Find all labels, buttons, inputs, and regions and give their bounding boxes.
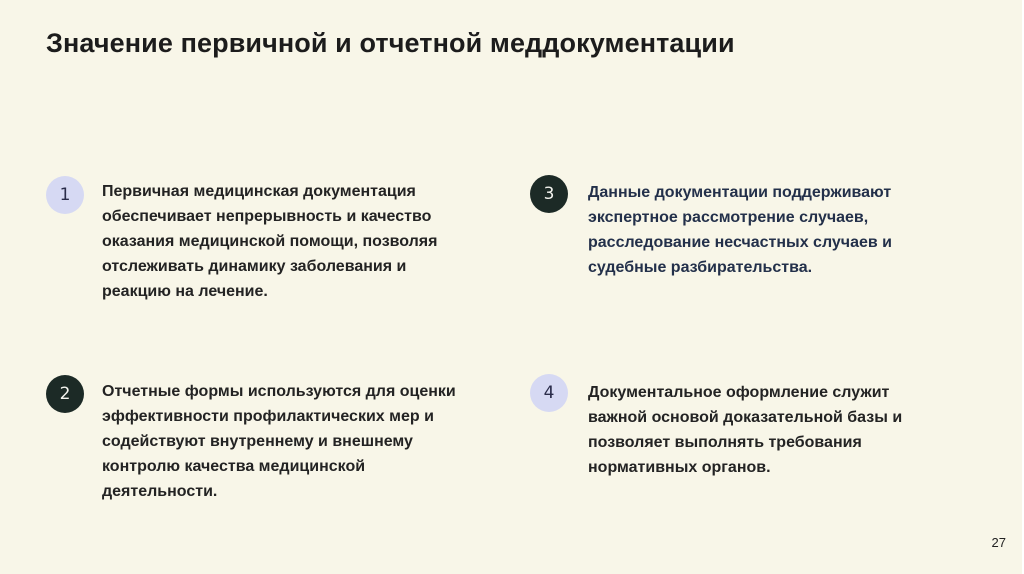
number-badge-1: 1 bbox=[46, 176, 84, 214]
point-text-2: Отчетные формы используются для оценки эффективности профилактических мер и содействуют внутреннему и внешнему контролю качества медицинской деятельности. bbox=[102, 383, 456, 500]
number-badge-4: 4 bbox=[530, 374, 568, 412]
page-number: 27 bbox=[991, 535, 1006, 550]
slide-title: Значение первичной и отчетной меддокументации bbox=[46, 28, 735, 58]
point-text-3: Данные документации поддерживают экспертное рассмотрение случаев, расследование несчастных случаев и судебные разбирательства. bbox=[588, 184, 892, 276]
number-badge-2: 2 bbox=[46, 375, 84, 413]
number-badge-3: 3 bbox=[530, 175, 568, 213]
point-text-4: Документальное оформление служит важной основой доказательной базы и позволяет выполнять требования нормативных органов. bbox=[588, 384, 903, 476]
point-text-1: Первичная медицинская документация обеспечивает непрерывность и качество оказания медицинской помощи, позволяя отслеживать динамику заболевания и реакцию на лечение. bbox=[102, 183, 438, 300]
